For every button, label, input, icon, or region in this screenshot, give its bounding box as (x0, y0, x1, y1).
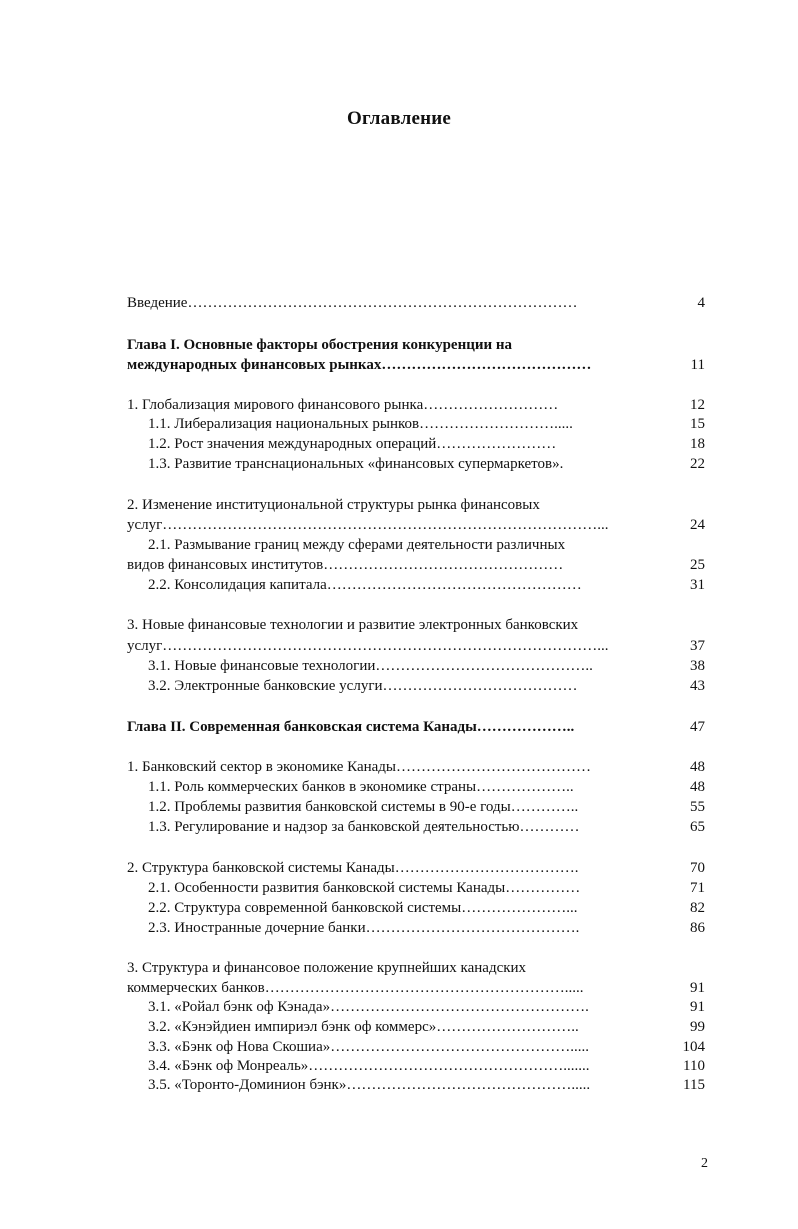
toc-entry-page: 86 (690, 920, 705, 936)
toc-chapter-heading: международных финансовых рынках…………………………………… (127, 357, 592, 373)
toc-subsection: 3.3. «Бэнк оф Нова Скошиа»…………………………………………..... (148, 1039, 589, 1055)
toc-entry-page: 65 (690, 819, 705, 835)
page-title: Оглавление (346, 108, 452, 129)
toc-subsection: 1.2. Проблемы развития банковской системы в 90-е годы………….. (148, 799, 579, 815)
toc-entry-page: 25 (690, 557, 705, 573)
toc-entry-page: 11 (690, 357, 705, 373)
toc-entry-page: 18 (690, 436, 705, 452)
toc-entry-page: 91 (690, 980, 705, 996)
toc-chapter-heading: Глава I. Основные факторы обострения конкуренции на (127, 337, 513, 353)
toc-entry-page: 48 (690, 759, 705, 775)
toc-section: 3. Новые финансовые технологии и развитие электронных банковских (127, 617, 579, 633)
toc-entry-page: 15 (690, 416, 705, 432)
toc-subsection: 2.1. Размывание границ между сферами деятельности различных (148, 537, 566, 553)
toc-subsection: 1.1. Роль коммерческих банков в экономике страны……………….. (148, 779, 574, 795)
toc-chapter-heading: Глава II. Современная банковская система Канады……………….. (127, 719, 575, 735)
toc-section: услуг……………………………………………………………………………... (127, 638, 609, 654)
toc-section: услуг……………………………………………………………………………... (127, 517, 609, 533)
toc-subsection: 3.2. «Кэнэйдиен импириэл бэнк оф коммерс»……………………….. (148, 1019, 579, 1035)
toc-entry-page: 12 (690, 397, 705, 413)
toc-subsection: 1.3. Регулирование и надзор за банковской деятельностью………… (148, 819, 580, 835)
toc-subsection: 3.1. «Ройал бэнк оф Кэнада»……………………………………………. (148, 999, 589, 1015)
toc-entry-page: 104 (682, 1039, 705, 1055)
toc-subsection: 1.2. Рост значения международных операций…………………… (148, 436, 557, 452)
toc-entry-page: 47 (690, 719, 705, 735)
toc-entry-page: 110 (683, 1058, 705, 1074)
toc-section: 1. Банковский сектор в экономике Канады………………………………… (127, 759, 592, 775)
toc-entry-page: 24 (690, 517, 705, 533)
toc-entry-page: 71 (690, 880, 705, 896)
toc-subsection: 3.1. Новые финансовые технологии…………………………………….. (148, 658, 593, 674)
toc-section: 2. Структура банковской системы Канады………………………………. (127, 860, 579, 876)
toc-entry-page: 99 (690, 1019, 705, 1035)
page-number: 2 (701, 1156, 708, 1171)
toc-entry-page: 48 (690, 779, 705, 795)
toc-entry-page: 22 (690, 456, 705, 472)
toc-subsection: 2.1. Особенности развития банковской системы Канады…………… (148, 880, 581, 896)
toc-entry-page: 4 (697, 295, 705, 311)
toc-section: 1. Глобализация мирового финансового рынка……………………… (127, 397, 559, 413)
toc-subsection: 1.3. Развитие транснациональных «финансовых супермаркетов». (148, 456, 564, 472)
toc-entry-page: 70 (690, 860, 705, 876)
toc-entry-page: 115 (683, 1077, 705, 1093)
toc-entry-text: Введение…………………………………………………………………… (127, 295, 578, 311)
toc-subsection: 2.3. Иностранные дочерние банки……………………………………. (148, 920, 580, 936)
toc-entry-page: 31 (690, 577, 705, 593)
toc-entry-page: 43 (690, 678, 705, 694)
toc-section: 2. Изменение институциональной структуры рынка финансовых (127, 497, 540, 513)
toc-entry-page: 38 (690, 658, 705, 674)
toc-subsection: 1.1. Либерализация национальных рынков………………………..... (148, 416, 573, 432)
toc-subsection: видов финансовых институтов………………………………………… (127, 557, 564, 573)
toc-section: 3. Структура и финансовое положение крупнейших канадских (127, 960, 527, 976)
toc-entry-page: 55 (690, 799, 705, 815)
toc-subsection: 2.2. Консолидация капитала…………………………………………… (148, 577, 582, 593)
toc-entry-page: 91 (690, 999, 705, 1015)
toc-subsection: 3.4. «Бэнк оф Монреаль»……………………………………………....... (148, 1058, 590, 1074)
toc-subsection: 3.2. Электронные банковские услуги………………………………… (148, 678, 578, 694)
toc-entry-page: 37 (690, 638, 705, 654)
toc-subsection: 2.2. Структура современной банковской системы…………………... (148, 900, 578, 916)
toc-entry-page: 82 (690, 900, 705, 916)
toc-section: коммерческих банков……………………………………………………..... (127, 980, 584, 996)
toc-subsection: 3.5. «Торонто-Доминион бэнк»………………………………………..... (148, 1077, 591, 1093)
